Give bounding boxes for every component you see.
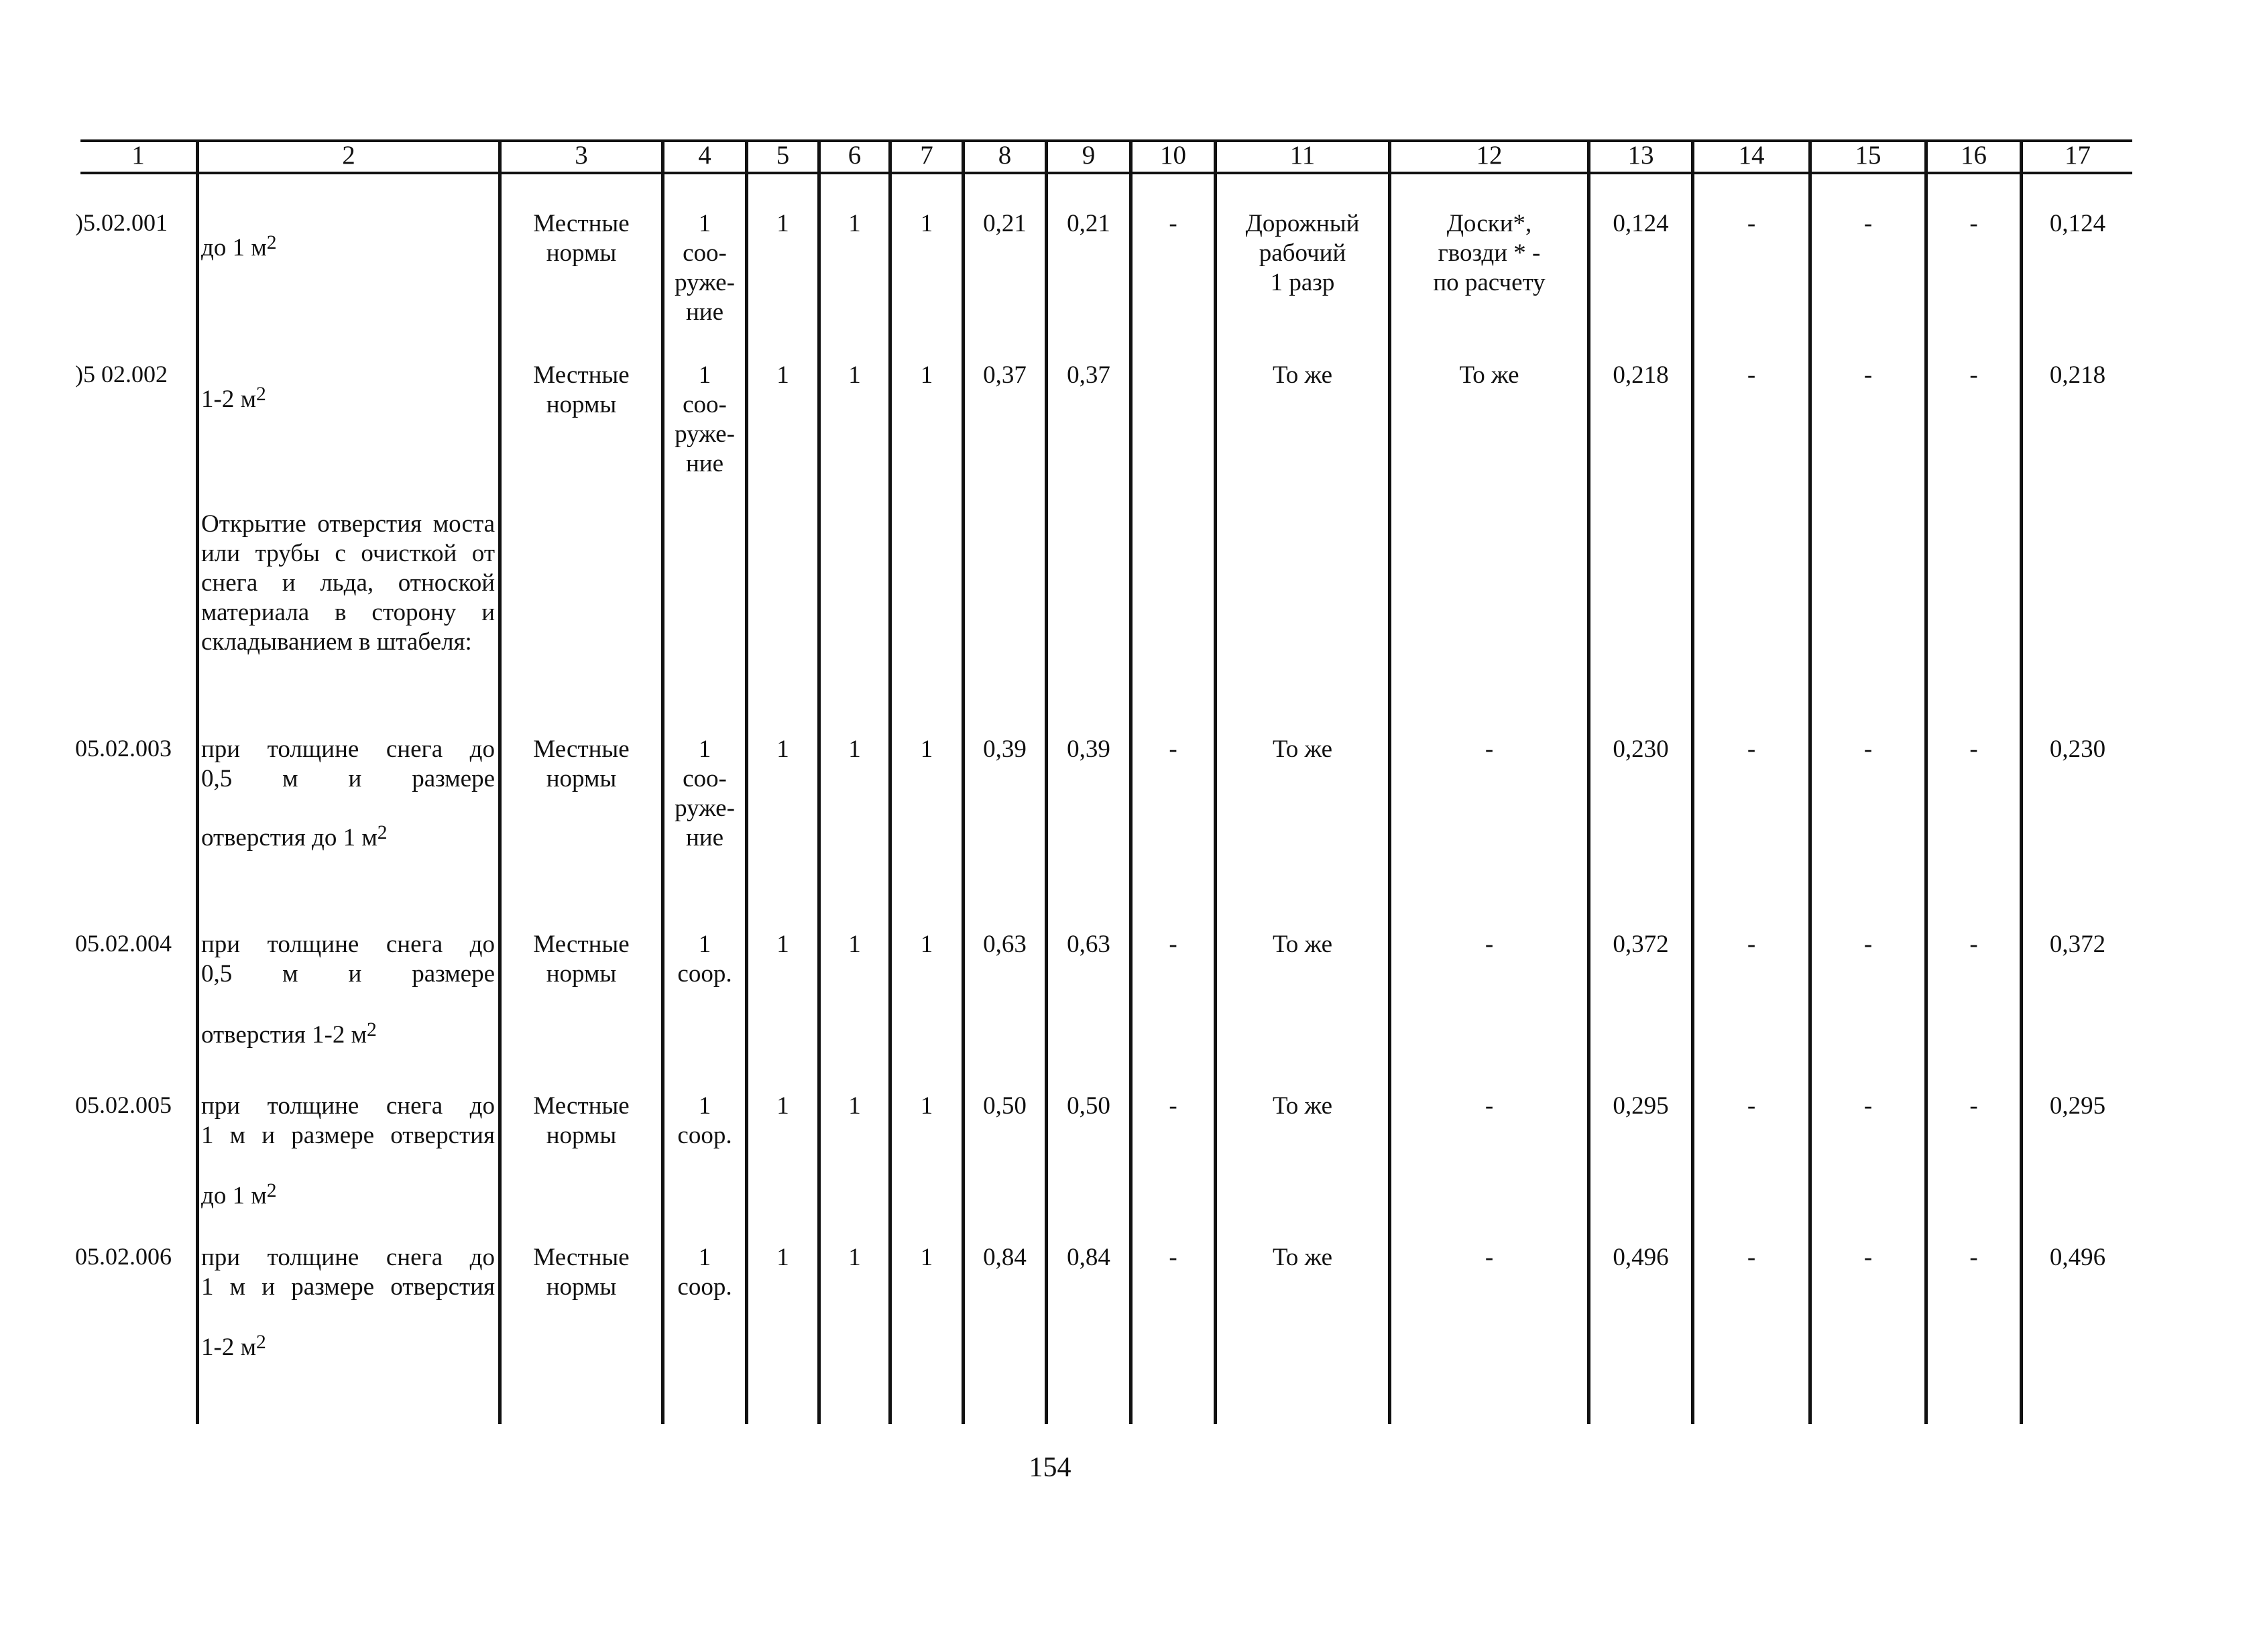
row-description-last <box>201 1020 377 1051</box>
unit-line: соор. <box>677 1273 732 1301</box>
materials <box>1391 209 1587 298</box>
worker-line: рабочий <box>1259 239 1346 267</box>
unit-measure <box>664 930 745 989</box>
unit-line: ние <box>685 298 724 326</box>
column-header: 9 <box>1082 141 1096 170</box>
worker-line: Дорожный <box>1245 210 1360 237</box>
unit-measure <box>664 1243 745 1302</box>
cell-col5: 1 <box>776 735 789 763</box>
unit-line: соо- <box>683 765 727 792</box>
cell-col16: - <box>1969 931 1978 958</box>
cell-col7: 1 <box>920 1244 933 1271</box>
cell-col8: 0,39 <box>983 735 1027 763</box>
column-divider <box>1691 139 1694 1424</box>
norm-line: Местные <box>533 735 630 763</box>
cell-col16: - <box>1969 1244 1978 1271</box>
description-line: при толщине снега до <box>201 931 495 958</box>
cell-col13: 0,372 <box>1613 931 1669 958</box>
cell-col7: 1 <box>920 210 933 237</box>
cell-col17: 0,218 <box>2049 361 2106 389</box>
unit-line: 1 <box>698 931 711 958</box>
worker-category <box>1217 1243 1388 1273</box>
cell-col16: - <box>1969 1092 1978 1120</box>
cell-col6: 1 <box>848 210 861 237</box>
superscript: 2 <box>377 822 388 843</box>
norm-line: Местные <box>533 1244 630 1271</box>
column-header: 14 <box>1738 141 1765 170</box>
cell-col15: - <box>1863 1092 1873 1120</box>
column-divider <box>1045 139 1048 1424</box>
cell-col7: 1 <box>920 931 933 958</box>
cell-col13: 0,218 <box>1613 361 1669 389</box>
superscript: 2 <box>367 1019 377 1041</box>
column-header: 6 <box>848 141 862 170</box>
cell-col8: 0,21 <box>983 210 1027 237</box>
description-text: до 1 м <box>201 1182 267 1210</box>
cell-col6: 1 <box>848 361 861 389</box>
description-text: отверстия до 1 м <box>201 824 378 851</box>
unit-line: 1 <box>698 210 711 237</box>
worker-category <box>1217 1092 1388 1121</box>
row-description-last <box>201 1181 277 1212</box>
description-line: 0,5 м и размере <box>201 765 495 792</box>
materials <box>1391 1243 1587 1273</box>
norm-line: нормы <box>546 1273 617 1301</box>
materials-line: - <box>1485 1092 1494 1120</box>
description-line: 1 м и размере отверстия <box>201 1122 495 1149</box>
row-description <box>201 1092 495 1150</box>
row-description <box>201 930 495 989</box>
materials-line: - <box>1485 735 1494 763</box>
row-description-last <box>201 823 388 854</box>
materials-line: - <box>1485 1244 1494 1271</box>
cell-col9: 0,39 <box>1067 735 1110 763</box>
column-header: 12 <box>1476 141 1503 170</box>
column-divider <box>745 139 748 1424</box>
column-header: 16 <box>1961 141 1987 170</box>
column-divider <box>1129 139 1133 1424</box>
description-line: при толщине снега до <box>201 1092 495 1120</box>
row-code: )5 02.002 <box>75 361 168 388</box>
cell-col9: 0,21 <box>1067 210 1110 237</box>
unit-line: соор. <box>677 960 732 988</box>
materials-line: Доски*, <box>1446 210 1532 237</box>
cell-col5: 1 <box>776 210 789 237</box>
cell-col5: 1 <box>776 1092 789 1120</box>
materials <box>1391 930 1587 959</box>
worker-line: То же <box>1272 735 1333 763</box>
worker-category <box>1217 361 1388 390</box>
norm-line: нормы <box>546 391 617 418</box>
page-number: 154 <box>1029 1452 1071 1483</box>
norm-line: Местные <box>533 210 630 237</box>
column-divider <box>1808 139 1812 1424</box>
cell-col17: 0,230 <box>2049 735 2106 763</box>
cell-col7: 1 <box>920 1092 933 1120</box>
column-header: 8 <box>998 141 1012 170</box>
superscript: 2 <box>266 232 277 253</box>
superscript: 2 <box>256 1332 266 1353</box>
cell-col6: 1 <box>848 1244 861 1271</box>
column-header: 3 <box>575 141 588 170</box>
unit-line: ние <box>685 450 724 477</box>
materials-line: - <box>1485 931 1494 958</box>
norm-source <box>502 930 661 989</box>
row-description <box>201 1243 495 1302</box>
column-divider <box>2020 139 2023 1424</box>
cell-col13: 0,496 <box>1613 1244 1669 1271</box>
unit-line: ние <box>685 824 724 851</box>
superscript: 2 <box>266 1180 277 1201</box>
row-description <box>201 735 495 794</box>
row-code: 05.02.003 <box>75 735 172 762</box>
cell-col5: 1 <box>776 931 789 958</box>
worker-category <box>1217 209 1388 298</box>
worker-category <box>1217 735 1388 764</box>
section-heading-description: Открытие отверстия моста или трубы с очисткой от снега и льда, отноской материала в сторону и складыванием в штабеля: <box>201 510 495 656</box>
materials-line: гвозди * - <box>1438 239 1541 267</box>
cell-col13: 0,124 <box>1613 210 1669 237</box>
description-line: при толщине снега до <box>201 735 495 763</box>
cell-col17: 0,124 <box>2049 210 2106 237</box>
column-header: 7 <box>920 141 933 170</box>
cell-col9: 0,63 <box>1067 931 1110 958</box>
materials <box>1391 1092 1587 1121</box>
cell-col8: 0,50 <box>983 1092 1027 1120</box>
norm-source <box>502 735 661 794</box>
cell-col15: - <box>1863 1244 1873 1271</box>
norm-source <box>502 209 661 268</box>
column-divider <box>1388 139 1391 1424</box>
row-code: 05.02.004 <box>75 930 172 957</box>
column-divider <box>1587 139 1590 1424</box>
superscript: 2 <box>256 384 266 405</box>
row-code: 05.02.005 <box>75 1092 172 1118</box>
unit-measure <box>664 1092 745 1150</box>
column-divider <box>1214 139 1217 1424</box>
unit-line: руже- <box>675 794 735 822</box>
unit-measure <box>664 361 745 479</box>
column-divider <box>962 139 965 1424</box>
cell-col5: 1 <box>776 1244 789 1271</box>
unit-line: соо- <box>683 239 727 267</box>
cell-col14: - <box>1747 1092 1756 1120</box>
column-header: 4 <box>698 141 711 170</box>
cell-col5: 1 <box>776 361 789 389</box>
column-header: 17 <box>2065 141 2091 170</box>
cell-col7: 1 <box>920 735 933 763</box>
norm-line: нормы <box>546 960 617 988</box>
unit-line: руже- <box>675 420 735 448</box>
cell-col9: 0,50 <box>1067 1092 1110 1120</box>
cell-col6: 1 <box>848 735 861 763</box>
description-text: 1-2 м <box>201 386 256 413</box>
cell-col17: 0,496 <box>2049 1244 2106 1271</box>
cell-col13: 0,295 <box>1613 1092 1669 1120</box>
cell-col8: 0,84 <box>983 1244 1027 1271</box>
column-header: 5 <box>776 141 790 170</box>
worker-line: 1 разр <box>1270 269 1335 296</box>
norm-source <box>502 1243 661 1302</box>
unit-line: соо- <box>683 391 727 418</box>
header-bottom-rule <box>80 172 2132 174</box>
cell-col10: - <box>1169 1244 1177 1271</box>
norm-line: Местные <box>533 1092 630 1120</box>
norm-source <box>502 361 661 420</box>
cell-col6: 1 <box>848 1092 861 1120</box>
cell-col17: 0,372 <box>2049 931 2106 958</box>
column-header: 2 <box>342 141 355 170</box>
worker-category <box>1217 930 1388 959</box>
cell-col14: - <box>1747 1244 1756 1271</box>
cell-col13: 0,230 <box>1613 735 1669 763</box>
column-header: 11 <box>1289 141 1316 170</box>
row-description-last <box>201 1333 266 1364</box>
unit-line: соор. <box>677 1122 732 1149</box>
cell-col15: - <box>1863 735 1873 763</box>
description-text: отверстия 1-2 м <box>201 1021 367 1049</box>
unit-line: 1 <box>698 1092 711 1120</box>
column-divider <box>888 139 892 1424</box>
column-divider <box>1924 139 1928 1424</box>
cell-col8: 0,37 <box>983 361 1027 389</box>
cell-col10: - <box>1169 1092 1177 1120</box>
description-text: 1-2 м <box>201 1334 256 1361</box>
unit-measure <box>664 735 745 853</box>
unit-line: 1 <box>698 735 711 763</box>
cell-col14: - <box>1747 931 1756 958</box>
cell-col10: - <box>1169 735 1177 763</box>
cell-col17: 0,295 <box>2049 1092 2106 1120</box>
cell-col16: - <box>1969 735 1978 763</box>
cell-col9: 0,37 <box>1067 361 1110 389</box>
norm-line: Местные <box>533 361 630 389</box>
cell-col16: - <box>1969 210 1978 237</box>
cell-col6: 1 <box>848 931 861 958</box>
cell-col10: - <box>1169 210 1177 237</box>
unit-measure <box>664 209 745 327</box>
cell-col14: - <box>1747 361 1756 389</box>
description-line: 0,5 м и размере <box>201 960 495 988</box>
column-divider <box>817 139 821 1424</box>
unit-line: 1 <box>698 361 711 389</box>
worker-line: То же <box>1272 1092 1333 1120</box>
cell-col10: - <box>1169 931 1177 958</box>
cell-col9: 0,84 <box>1067 1244 1110 1271</box>
row-description <box>201 385 266 416</box>
row-code: )5.02.001 <box>75 209 168 236</box>
materials-line: по расчету <box>1433 269 1546 296</box>
column-header: 10 <box>1160 141 1186 170</box>
worker-line: То же <box>1272 361 1333 389</box>
materials <box>1391 361 1587 390</box>
cell-col14: - <box>1747 210 1756 237</box>
description-line: при толщине снега до <box>201 1244 495 1271</box>
norm-source <box>502 1092 661 1150</box>
row-description <box>201 233 277 264</box>
materials-line: То же <box>1459 361 1519 389</box>
description-text: до 1 м <box>201 234 267 261</box>
cell-col7: 1 <box>920 361 933 389</box>
column-header: 1 <box>131 141 145 170</box>
materials <box>1391 735 1587 764</box>
worker-line: То же <box>1272 1244 1333 1271</box>
unit-line: 1 <box>698 1244 711 1271</box>
column-divider <box>196 139 199 1424</box>
column-header: 15 <box>1855 141 1881 170</box>
row-code: 05.02.006 <box>75 1243 172 1270</box>
cell-col16: - <box>1969 361 1978 389</box>
norm-line: нормы <box>546 239 617 267</box>
column-header: 13 <box>1627 141 1654 170</box>
cell-col14: - <box>1747 735 1756 763</box>
unit-line: руже- <box>675 269 735 296</box>
norm-line: нормы <box>546 765 617 792</box>
norm-line: нормы <box>546 1122 617 1149</box>
norm-line: Местные <box>533 931 630 958</box>
description-line: 1 м и размере отверстия <box>201 1273 495 1301</box>
cell-col15: - <box>1863 210 1873 237</box>
cell-col8: 0,63 <box>983 931 1027 958</box>
cell-col15: - <box>1863 361 1873 389</box>
worker-line: То же <box>1272 931 1333 958</box>
cell-col15: - <box>1863 931 1873 958</box>
